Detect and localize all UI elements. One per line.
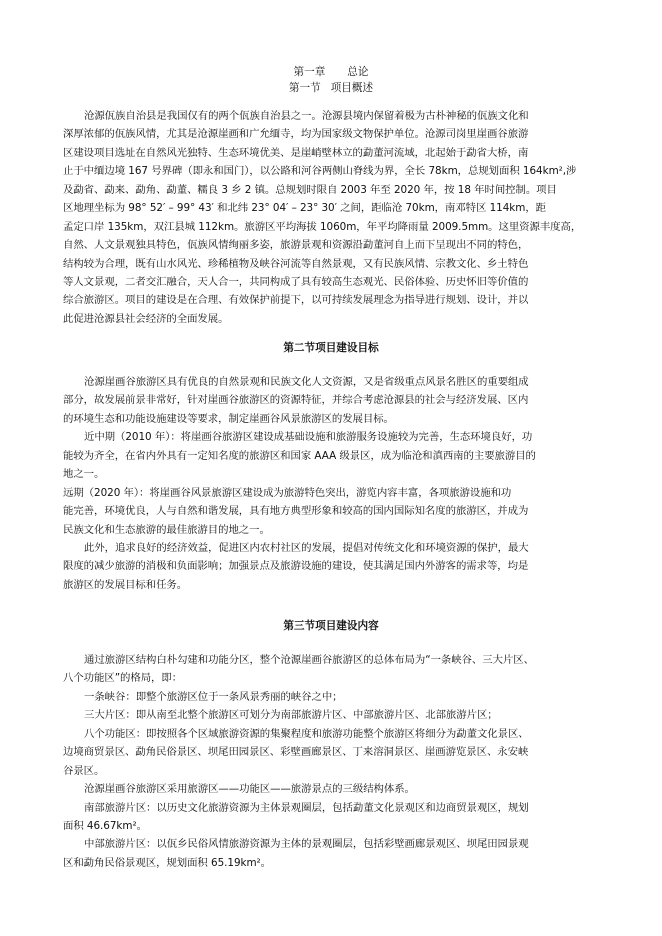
section-3-heading: 第三节项目建设内容: [283, 620, 379, 632]
body-line: 一条峡谷：即整个旅游区位于一条风景秀丽的峡谷之中；: [84, 690, 343, 703]
body-line: 此促进沧源县社会经济的全面发展。: [63, 312, 229, 325]
body-line: 八个功能区”的格局，即：: [63, 672, 183, 685]
body-line: 沧源崖画谷旅游区采用旅游区——功能区——旅游景点的三级结构体系。: [84, 783, 415, 796]
body-line: 孟定口岸 135km，双江县城 112km。旅游区平均海拔 1060m，年平均降雨量 2009.5mm。这里资源丰度高，: [63, 220, 582, 233]
body-line: 结构较为合理，既有山水风光、珍稀植物及峡谷河流等自然景观，又有民族风情、宗教文化、乡土特色: [63, 257, 529, 270]
body-line: 区建设项目选址在自然风光独特、生态环境优美、是崖峭壁林立的勐董河流域，北起始于勐省大桥，南: [63, 146, 529, 159]
chapter-label: 第一章: [293, 66, 326, 78]
body-line: 旅游区的发展目标和任务。: [63, 578, 188, 591]
body-line: 谷景区。: [63, 764, 105, 777]
section-1-body: [63, 107, 589, 328]
body-line: 面积 46.67km²。: [63, 819, 147, 832]
body-line: 通过旅游区结构白朴勾建和功能分区，整个沧源崖画谷旅游区的总体布局为“一条峡谷、三大片区、: [84, 654, 534, 666]
body-line: 三大片区：即从南至北整个旅游区可划分为南部旅游片区、中部旅游片区、北部旅游片区；: [84, 709, 498, 722]
section-1-title: 项目概述: [330, 82, 374, 94]
body-line: 近中期（2010 年）：将崖画谷旅游区建设成基础设施和旅游服务设施较为完善，生态环境良好，功: [84, 431, 533, 444]
chapter-heading: [0, 64, 662, 80]
body-line: 的环境生态和功能设施建设等要求，制定崖画谷风景旅游区的发展目标。: [63, 412, 394, 425]
body-line: 能完善，环境优良，人与自然和谐发展，具有地方典型形象和较高的国内国际知名度的旅游区，并成为: [63, 505, 529, 518]
body-line: 等人文景观，二者交汇融合，天人合一，共同构成了具有较高生态观光、民俗体验、历史怀旧等价值的: [63, 275, 529, 288]
body-line: 部分，故发展前景非常好，针对崖画谷旅游区的资源特征，并综合考虑沧源县的社会与经济发展、区内: [63, 394, 529, 407]
section-3-body: [63, 651, 589, 872]
body-line: 区和勐角民俗景观区，规划面积 65.19km²。: [63, 856, 272, 869]
body-line: 及勐省、勐来、勐角、勐董、糯良 3 乡 2 镇。总规划时限自 2003 年至 2020 年，按 18 年时间控制。项目: [63, 183, 557, 196]
section-2-heading: 第二节项目建设目标: [283, 342, 379, 354]
body-line: 能较为齐全，在省内外具有一定知名度的旅游区和国家 AAA 级景区，成为临沧和滇西南的主要旅游目的: [63, 449, 536, 462]
section-1-heading: [0, 80, 662, 96]
body-line: 自然、人文景观独具特色，佤族风情绚丽多姿，旅游景观和资源沿勐董河自上而下呈现出不同的特色，: [63, 239, 529, 252]
section-2-body: [63, 373, 589, 594]
body-line: 民族文化和生态旅游的最佳旅游目的地之一。: [63, 523, 270, 536]
body-line: 此外，追求良好的经济效益，促进区内农村社区的发展，提倡对传统文化和环境资源的保护，最大: [84, 541, 529, 554]
chapter-title: 总论: [347, 66, 369, 78]
section-1-label: 第一节: [288, 82, 321, 94]
body-line: 远期（2020 年）：将崖画谷风景旅游区建设成为旅游特色突出，游览内容丰富，各项旅游设施和功: [63, 486, 512, 499]
body-line: 中部旅游片区：以佤乡民俗风情旅游资源为主体的景观圈层，包括彩壁画廊景观区、坝尾田园景观: [84, 838, 529, 851]
body-line: 八个功能区：即按照各个区域旅游资源的集聚程度和旅游功能整个旅游区将细分为勐董文化景区、: [84, 727, 529, 740]
body-line: 南部旅游片区：以历史文化旅游资源为主体景观圈层，包括勐董文化景观区和边商贸景观区，规划: [84, 801, 529, 814]
body-line: 止于中缅边境 167 号界碑（即永和国门），以公路和河谷两侧山脊线为界，全长 78km，总规划面积 164km²,涉: [63, 165, 577, 178]
body-line: 区地理坐标为 98° 52′ – 99° 43′ 和北纬 23° 04′ – 23° 30′ 之间，距临沧 70km，南邓特区 114km，距: [63, 202, 546, 215]
body-line: 边境商贸景区、勐角民俗景区、坝尾田园景区、彩壁画廊景区、丁来溶洞景区、崖画游览景区、永安峡: [63, 746, 529, 759]
body-line: 限度的减少旅游的消极和负面影响；加强景点及旅游设施的建设，使其满足国内外游客的需求等，均是: [63, 560, 529, 573]
body-line: 深厚浓郁的佤族风情，尤其是沧源崖画和广允缅寺，均为国家级文物保护单位。沧源司岗里崖画谷旅游: [63, 128, 529, 141]
body-line: 综合旅游区。项目的建设是在合理、有效保护前提下，以可持续发展理念为指导进行规划、设计，并以: [63, 294, 529, 307]
body-line: 沧源佤族自治县是我国仅有的两个佤族自治县之一。沧源县境内保留着极为古朴神秘的佤族文化和: [84, 110, 529, 122]
body-line: 地之一。: [63, 468, 105, 481]
body-line: 沧源崖画谷旅游区具有优良的自然景观和民族文化人文资源，又是省级重点风景名胜区的重要组成: [84, 376, 529, 388]
